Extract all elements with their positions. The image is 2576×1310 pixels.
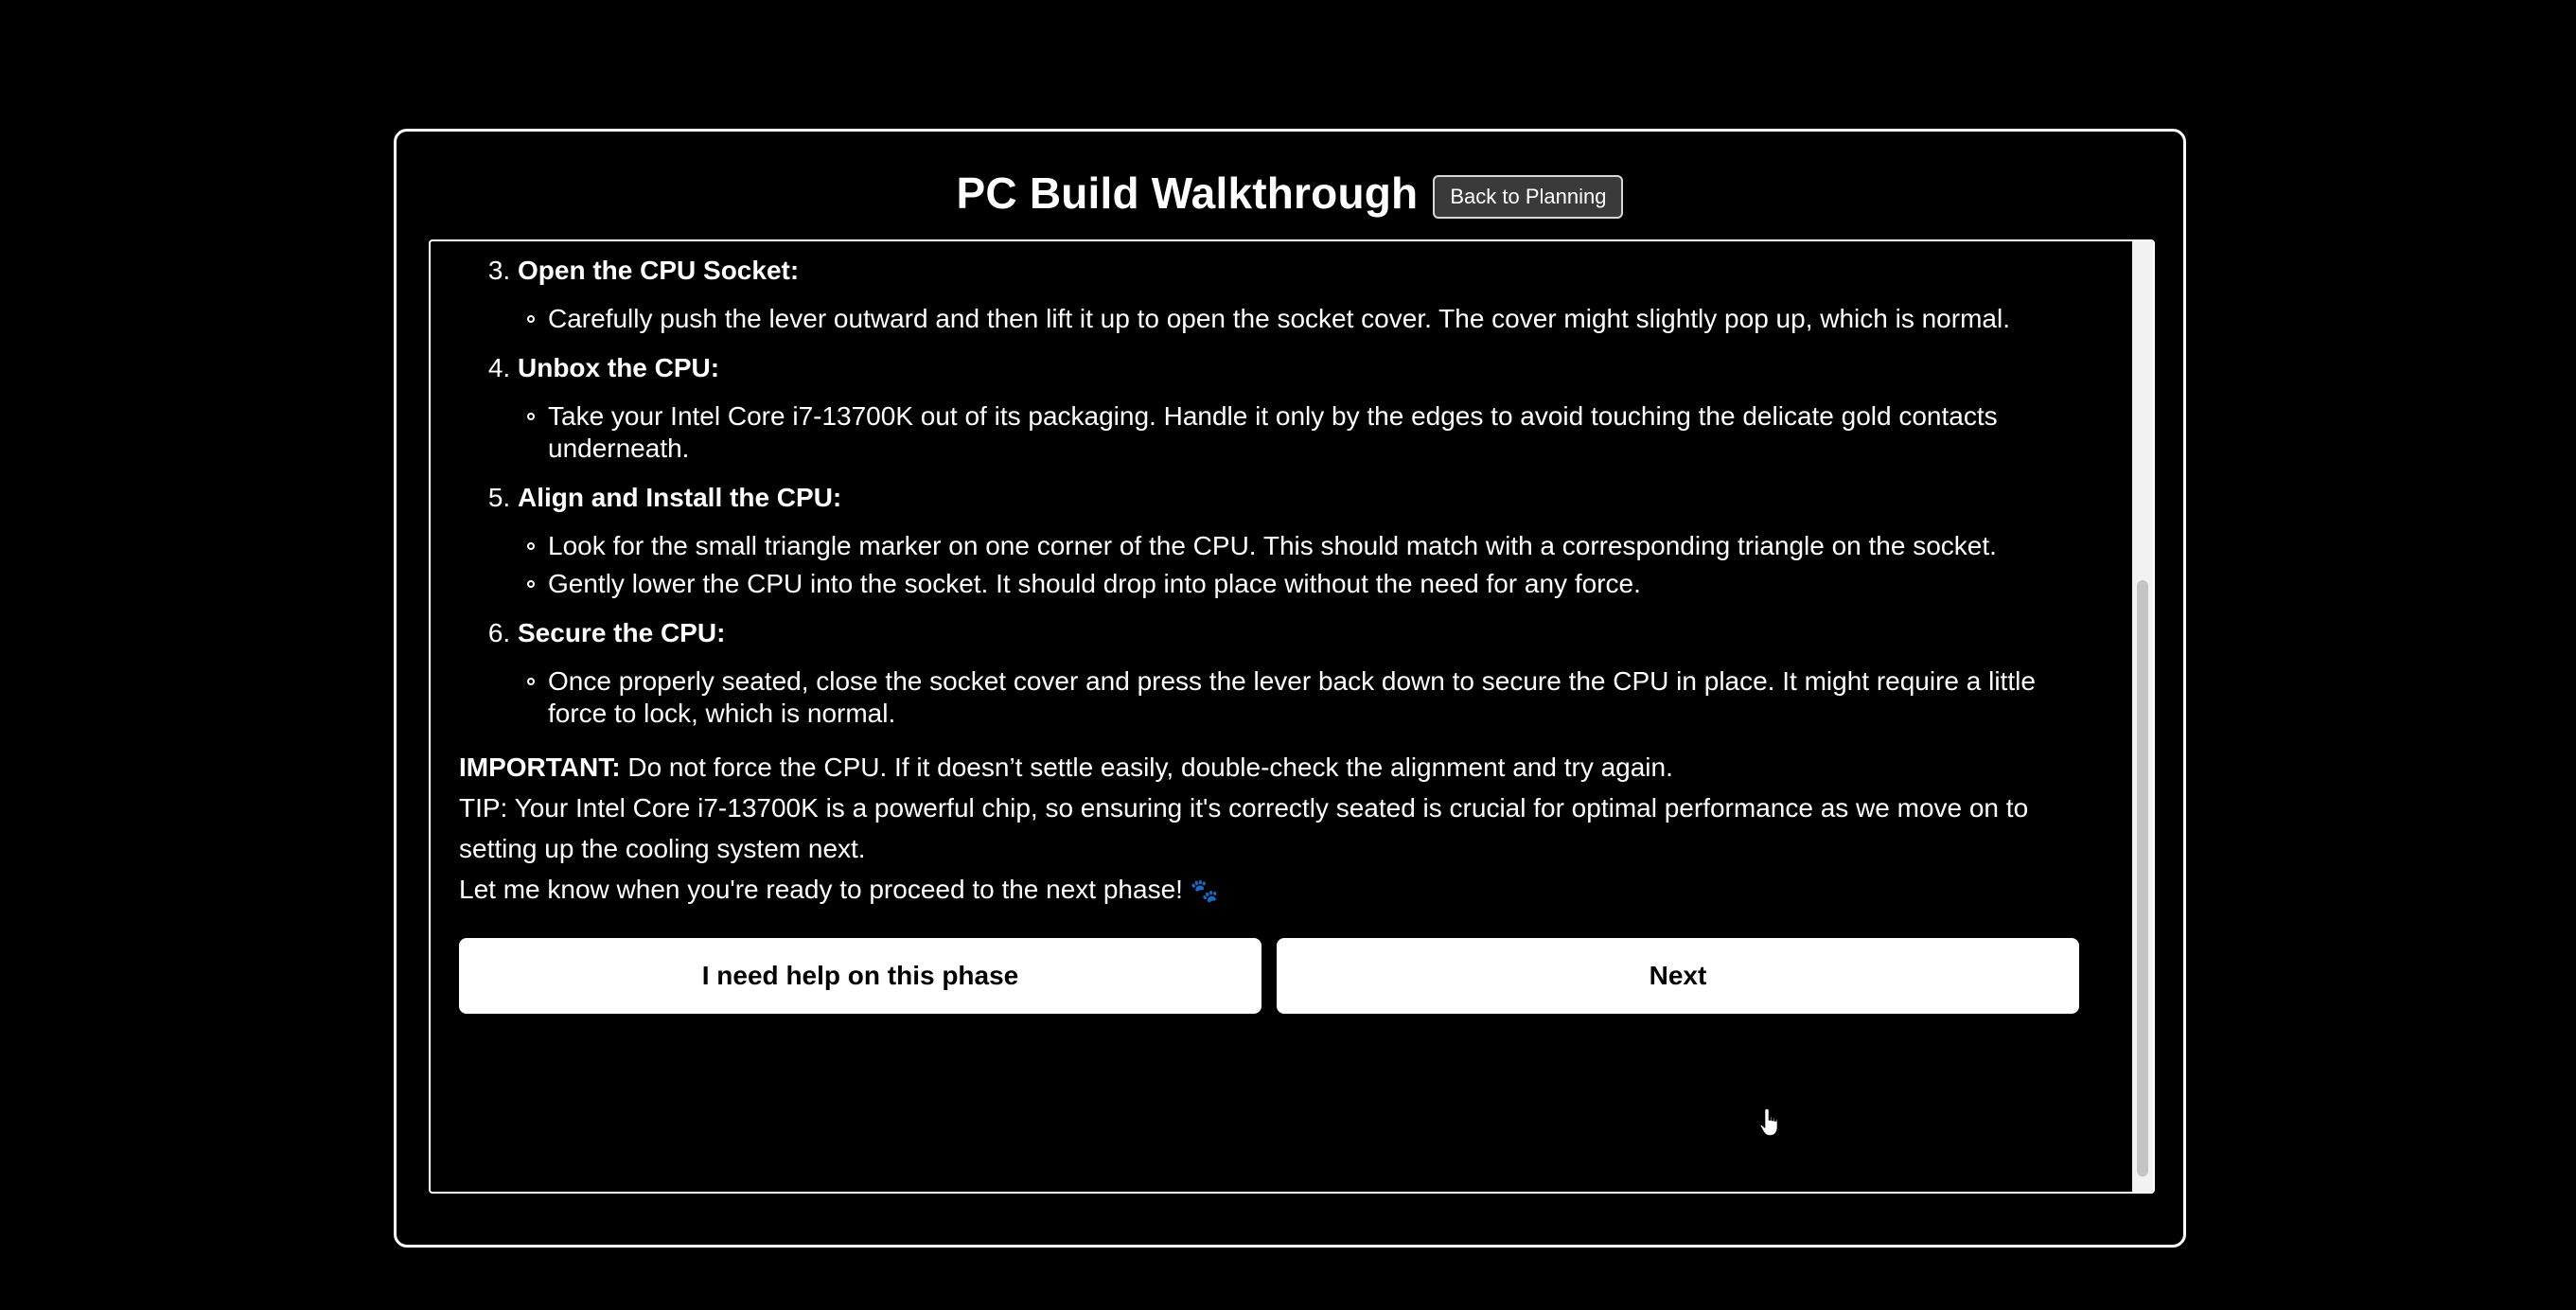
step-bullet: Carefully push the lever outward and then lift it up to open the socket cover. The cover might slightly pop up, which is normal. <box>548 303 2079 335</box>
paw-prints-icon: 🐾 <box>1190 878 1219 904</box>
tip-note: TIP: Your Intel Core i7-13700K is a powerful chip, so ensuring it's correctly seated is crucial for optimal performance as we move on to setting up the cooling system next. <box>459 793 2029 863</box>
step-bullets <box>518 665 2079 730</box>
phase-content <box>459 255 2079 1014</box>
scrollbar[interactable] <box>2132 241 2153 1192</box>
step-bullet: Gently lower the CPU into the socket. It should drop into place without the need for any force. <box>548 568 2079 600</box>
step-bullets <box>518 303 2079 335</box>
hand-pointer-icon <box>1758 1106 1785 1139</box>
walkthrough-content-scroll[interactable] <box>429 239 2155 1194</box>
ready-message <box>459 869 2079 912</box>
step-title: 5. Align and Install the CPU: <box>518 483 842 512</box>
step-item <box>518 617 2079 730</box>
step-item <box>518 482 2079 600</box>
step-bullet: Once properly seated, close the socket cover and press the lever back down to secure the CPU in place. It might require a little force to lock, which is normal. <box>548 665 2079 730</box>
next-button[interactable]: Next <box>1277 938 2079 1014</box>
scrollbar-thumb[interactable] <box>2137 580 2148 1177</box>
step-title: 6. Secure the CPU: <box>518 618 726 647</box>
important-text: Do not force the CPU. If it doesn’t settle easily, double-check the alignment and try again. <box>620 752 1673 782</box>
help-button[interactable]: I need help on this phase <box>459 938 1262 1014</box>
important-label: IMPORTANT: <box>459 752 621 782</box>
step-title: 4. Unbox the CPU: <box>518 353 720 382</box>
back-to-planning-button[interactable]: Back to Planning <box>1433 175 1623 219</box>
walkthrough-panel <box>394 129 2186 1248</box>
ready-text: Let me know when you're ready to proceed to the next phase! <box>459 875 1183 904</box>
phase-actions <box>459 938 2079 1014</box>
step-title: 3. Open the CPU Socket: <box>518 256 800 285</box>
step-list <box>459 255 2079 730</box>
important-note <box>459 747 2079 788</box>
page-title: PC Build Walkthrough <box>956 168 1419 218</box>
step-bullet: Look for the small triangle marker on one corner of the CPU. This should match with a corresponding triangle on the socket. <box>548 530 2079 562</box>
step-bullets <box>518 530 2079 600</box>
step-bullets <box>518 400 2079 465</box>
step-bullet: Take your Intel Core i7-13700K out of its packaging. Handle it only by the edges to avoid touching the delicate gold contacts underneath. <box>548 400 2079 465</box>
header <box>397 162 2183 224</box>
step-item <box>518 255 2079 335</box>
step-item <box>518 352 2079 465</box>
